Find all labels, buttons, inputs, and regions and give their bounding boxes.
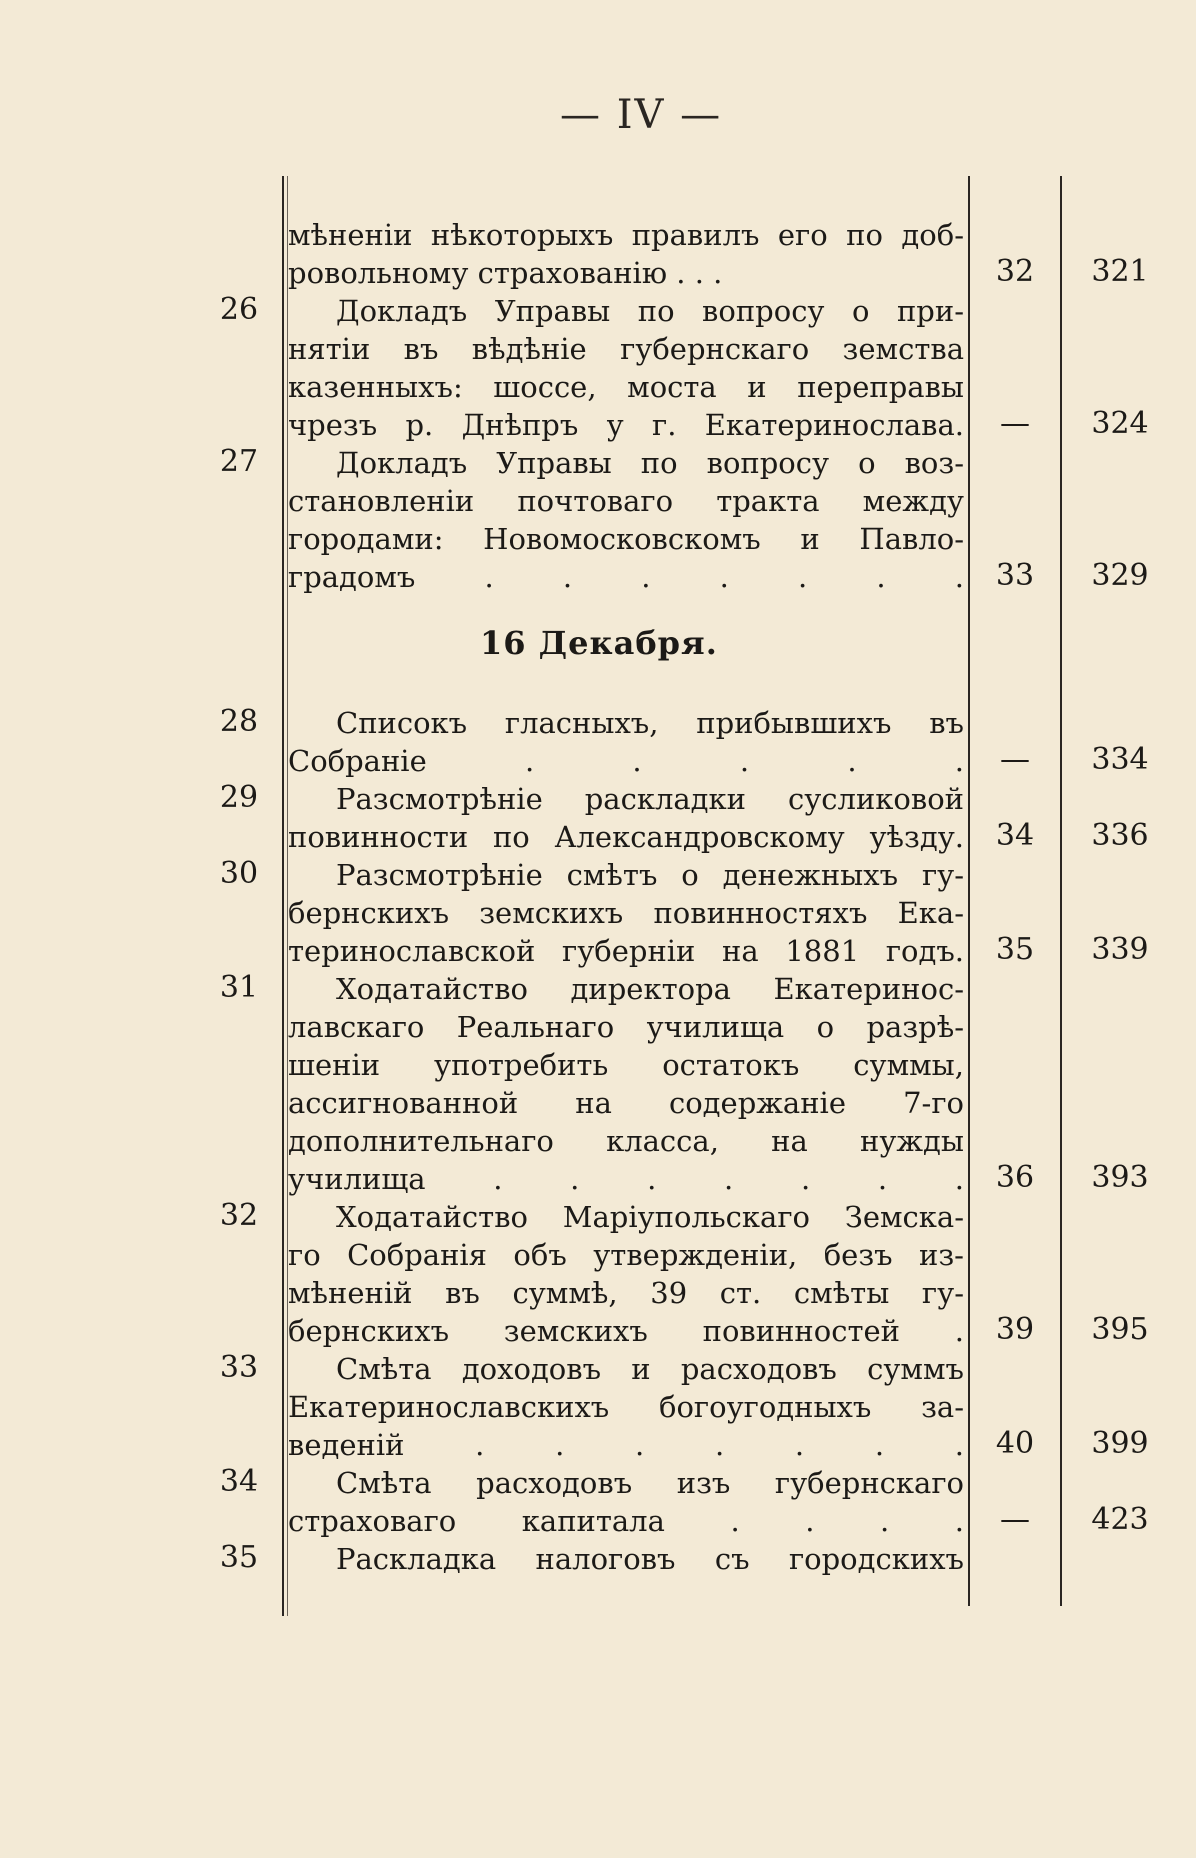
col-page-2: 321 — [1091, 254, 1149, 289]
entry-line: го Собранія объ утвержденіи, безъ из- — [288, 1238, 964, 1272]
toc-entry-line — [0, 1236, 1196, 1274]
entry-line: мѣненій въ суммѣ, 39 ст. смѣты гу- — [288, 1276, 964, 1310]
toc-entry — [0, 856, 1196, 894]
entry-number: 26 — [219, 292, 259, 327]
toc-entry-end — [0, 932, 1196, 970]
entry-line: Раскладка налоговъ съ городскихъ — [336, 1542, 964, 1576]
toc-entry-end — [0, 406, 1196, 444]
entry-number: 31 — [219, 970, 259, 1005]
toc-entry-end — [0, 558, 1196, 596]
entry-line: Докладъ Управы по вопросу о при- — [336, 294, 964, 328]
entry-line: ровольному страхованію . . . — [288, 256, 723, 290]
entry-line: городами: Новомосковскомъ и Павло- — [288, 522, 964, 556]
entry-number: 34 — [219, 1464, 259, 1499]
col-page-1: 33 — [995, 558, 1035, 593]
toc-entry — [0, 1198, 1196, 1236]
toc-entry — [0, 1464, 1196, 1502]
toc-entry-line — [0, 1084, 1196, 1122]
entry-line: градомъ . . . . . . . — [288, 560, 964, 594]
col-page-2: 423 — [1091, 1502, 1149, 1537]
entry-line: веденій . . . . . . . — [288, 1428, 964, 1462]
toc-entry-end — [0, 818, 1196, 856]
toc-entry-line — [0, 1046, 1196, 1084]
col-page-1: 40 — [995, 1426, 1035, 1461]
toc-entry — [0, 1540, 1196, 1578]
toc-entry-end — [0, 1312, 1196, 1350]
toc-entry-line — [0, 330, 1196, 368]
entry-number: 27 — [219, 444, 259, 479]
toc-entry — [0, 216, 1196, 254]
entry-line: Собраніе . . . . . — [288, 744, 964, 778]
toc-entry-end — [0, 742, 1196, 780]
toc-entry-line — [0, 1388, 1196, 1426]
entry-line: шеніи употребить остатокъ суммы, — [288, 1048, 964, 1082]
entry-line: Смѣта расходовъ изъ губернскаго — [336, 1466, 964, 1500]
col-page-2: 336 — [1091, 818, 1149, 853]
toc-entry-line — [0, 1122, 1196, 1160]
col-page-2: 334 — [1091, 742, 1149, 777]
toc-entry — [0, 444, 1196, 482]
entry-number: 32 — [219, 1198, 259, 1233]
entry-line: ассигнованной на содержаніе 7-го — [288, 1086, 964, 1120]
page-number: — IV — — [560, 92, 723, 138]
entry-number: 29 — [219, 780, 259, 815]
entry-number: 28 — [219, 704, 259, 739]
col-page-1: — — [1000, 406, 1030, 441]
entry-number: 30 — [219, 856, 259, 891]
entry-line: нятіи въ вѣдѣніе губернскаго земства — [288, 332, 964, 366]
col-page-2: 339 — [1091, 932, 1149, 967]
section-heading: 16 Декабря. — [480, 624, 718, 662]
toc-entry-line — [0, 1274, 1196, 1312]
col-page-1: 35 — [995, 932, 1035, 967]
entry-line: Докладъ Управы по вопросу о воз- — [336, 446, 964, 480]
toc-entry-line — [0, 520, 1196, 558]
col-page-1: 34 — [995, 818, 1035, 853]
toc-entry — [0, 704, 1196, 742]
toc-entry — [0, 1350, 1196, 1388]
entry-line: бернскихъ земскихъ повинностяхъ Ека- — [288, 896, 964, 930]
entry-line: Разсмотрѣніе смѣтъ о денежныхъ гу- — [336, 858, 964, 892]
entry-number: 35 — [219, 1540, 259, 1575]
entry-number: 33 — [219, 1350, 259, 1385]
toc-entry-line — [0, 482, 1196, 520]
col-page-1: 39 — [995, 1312, 1035, 1347]
col-page-1: — — [1000, 742, 1030, 777]
col-page-2: 324 — [1091, 406, 1149, 441]
entry-line: чрезъ р. Днѣпръ у г. Екатеринослава. — [288, 408, 964, 442]
entry-line: теринославской губерніи на 1881 годъ. — [288, 934, 964, 968]
entry-line: Екатеринославскихъ богоугодныхъ за- — [288, 1390, 964, 1424]
toc-entry-line — [0, 368, 1196, 406]
entry-line: мѣненіи нѣкоторыхъ правилъ его по доб- — [288, 218, 964, 252]
entry-line: дополнительнаго класса, на нужды — [288, 1124, 964, 1158]
entry-line: становленіи почтоваго тракта между — [288, 484, 964, 518]
entry-line: страховаго капитала . . . . — [288, 1504, 964, 1538]
entry-line: Разсмотрѣніе раскладки сусликовой — [336, 782, 964, 816]
col-page-2: 395 — [1091, 1312, 1149, 1347]
toc-entry — [0, 970, 1196, 1008]
entry-line: повинности по Александровскому уѣзду. — [288, 820, 964, 854]
toc-entry — [0, 292, 1196, 330]
toc-entry-end — [0, 1426, 1196, 1464]
entry-line: Смѣта доходовъ и расходовъ суммъ — [336, 1352, 964, 1386]
entry-line: лавскаго Реальнаго училища о разрѣ- — [288, 1010, 964, 1044]
toc-entry-end — [0, 1160, 1196, 1198]
entry-line: Списокъ гласныхъ, прибывшихъ въ — [336, 706, 964, 740]
toc-entry — [0, 780, 1196, 818]
toc-entry-end — [0, 1502, 1196, 1540]
toc-entry-line — [0, 1008, 1196, 1046]
entry-line: училища . . . . . . . — [288, 1162, 964, 1196]
entry-line: казенныхъ: шоссе, моста и переправы — [288, 370, 964, 404]
col-page-1: 36 — [995, 1160, 1035, 1195]
toc-entry-line — [0, 894, 1196, 932]
col-page-2: 329 — [1091, 558, 1149, 593]
col-page-1: 32 — [995, 254, 1035, 289]
col-page-2: 399 — [1091, 1426, 1149, 1461]
entry-line: Ходатайство Маріупольскаго Земска- — [336, 1200, 964, 1234]
toc-entry-end — [0, 254, 1196, 292]
col-page-2: 393 — [1091, 1160, 1149, 1195]
entry-line: Ходатайство директора Екатеринос- — [336, 972, 964, 1006]
entry-line: бернскихъ земскихъ повинностей . — [288, 1314, 964, 1348]
col-page-1: — — [1000, 1502, 1030, 1537]
